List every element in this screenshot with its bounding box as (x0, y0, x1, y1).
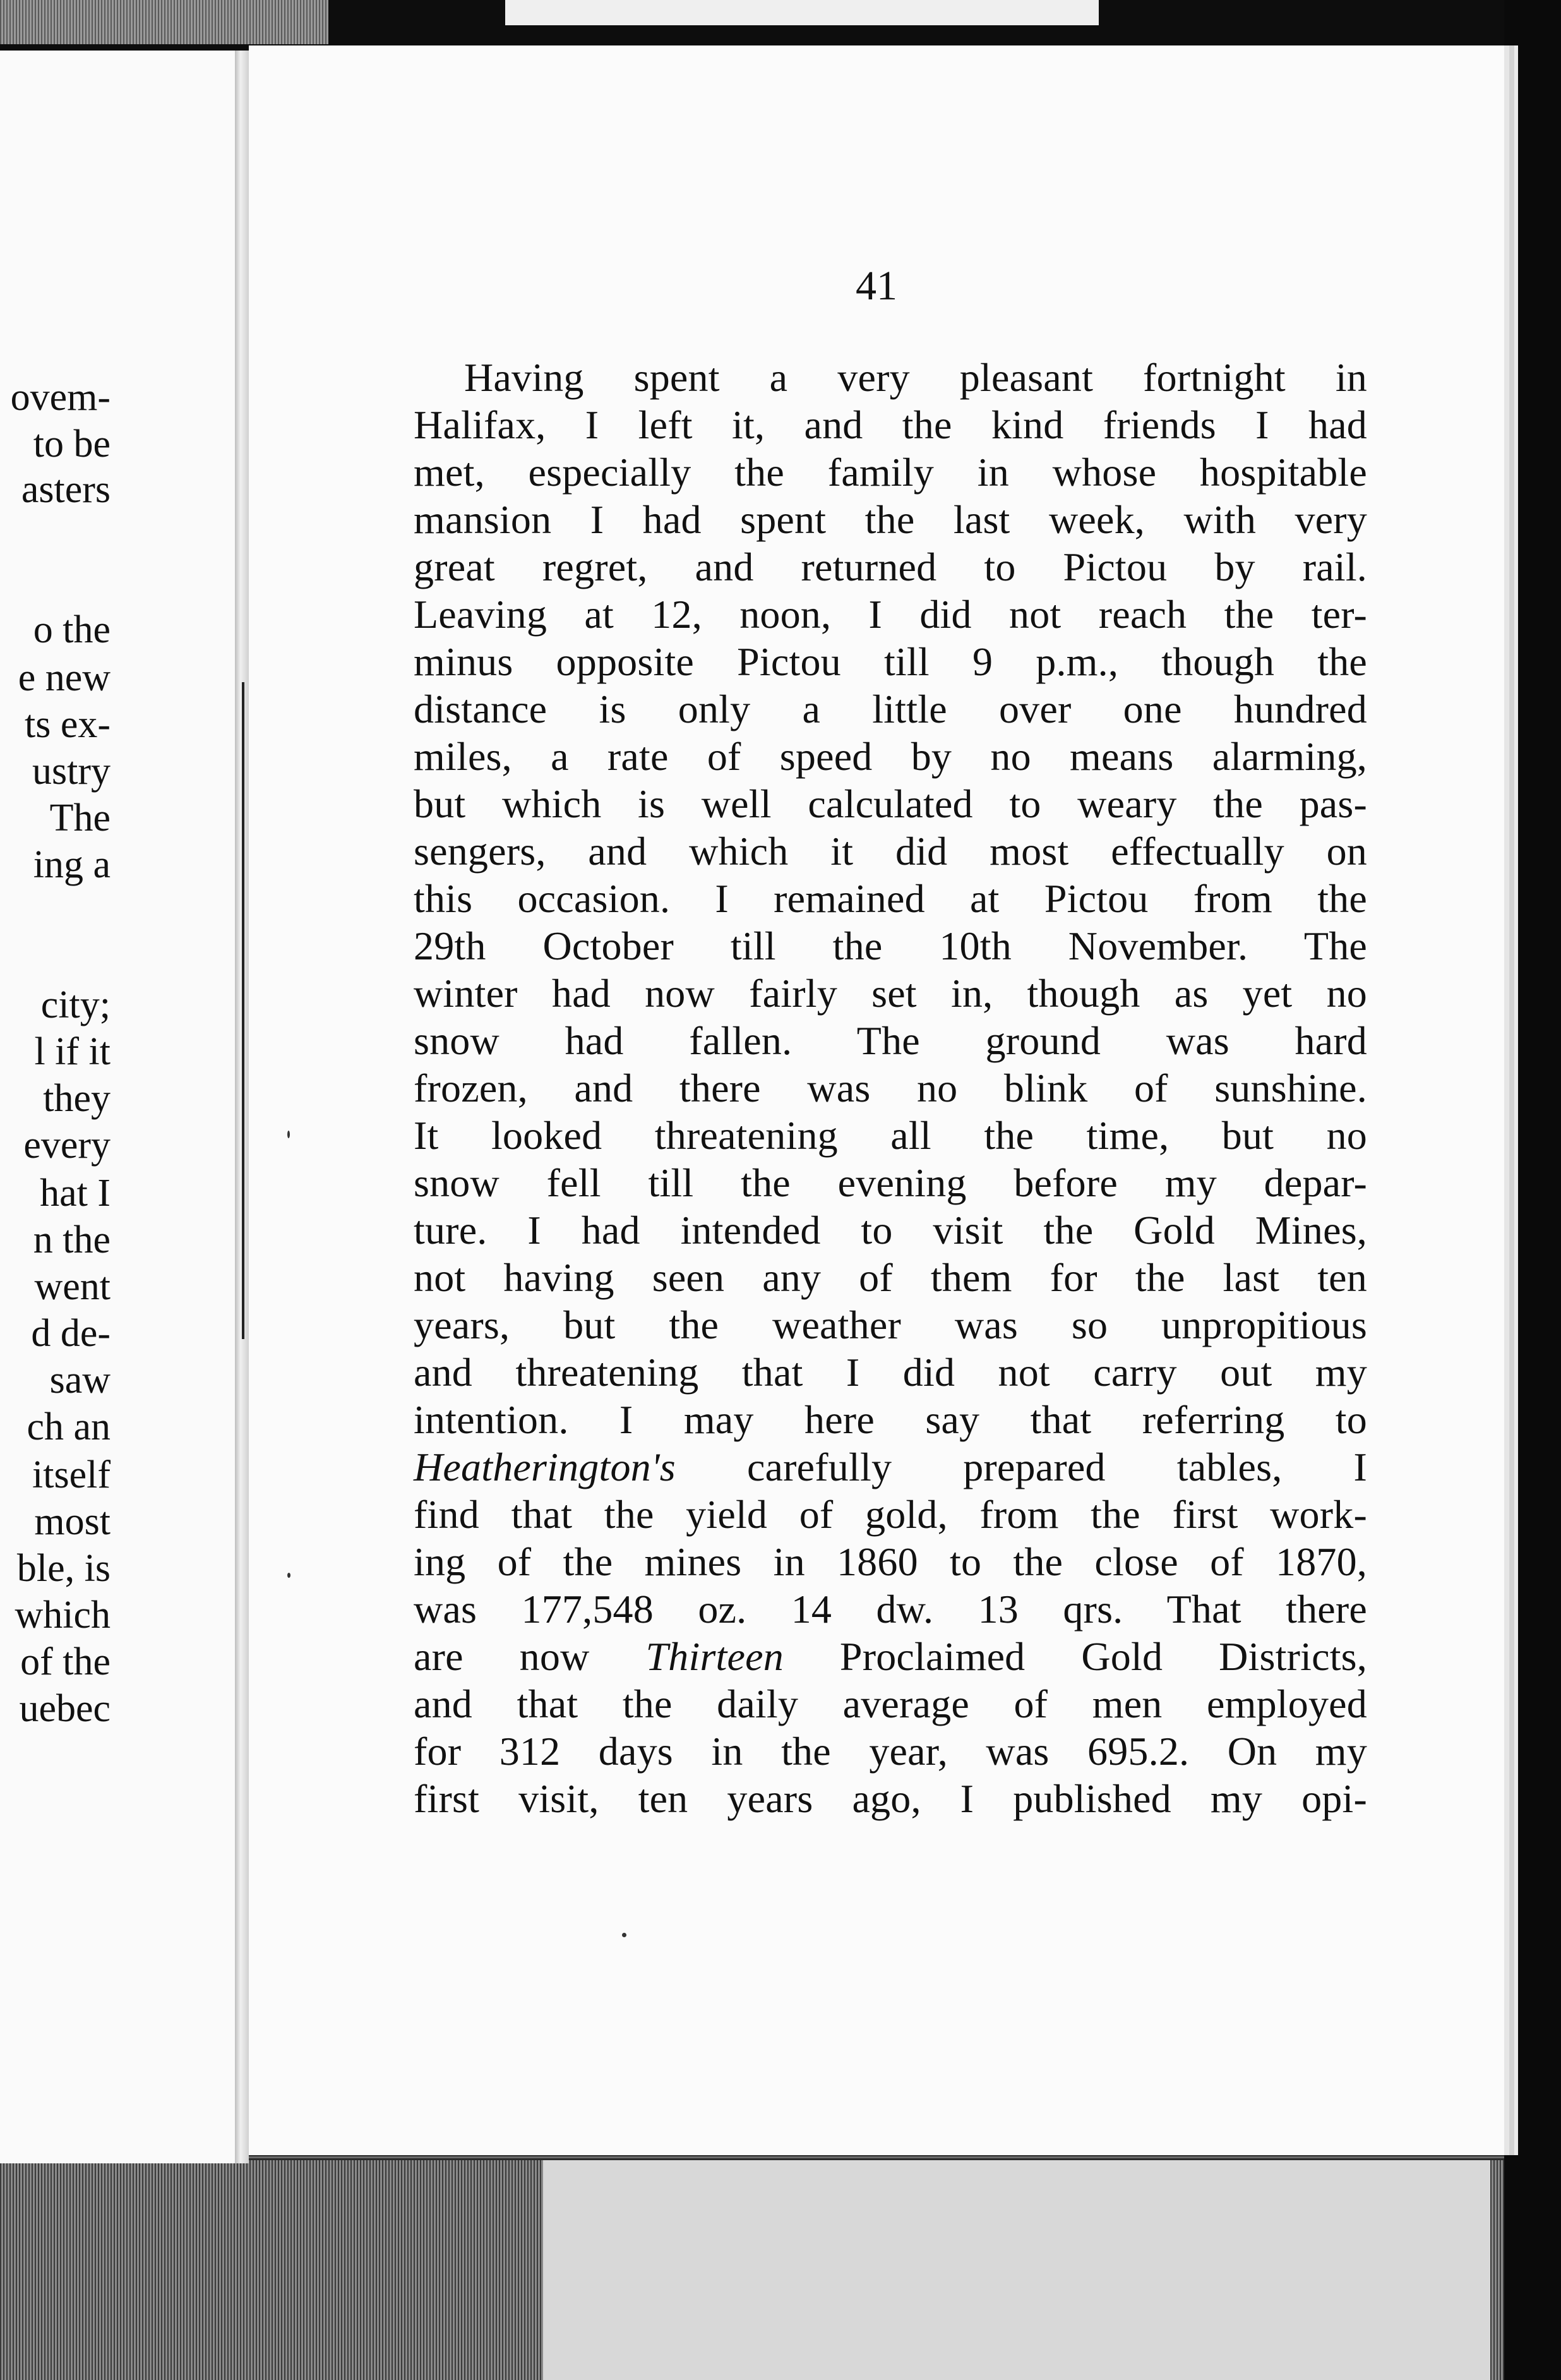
text-line: and that the daily average of men employed (414, 1681, 1367, 1726)
text-line: are now Thirteen Proclaimed Gold Districts, (414, 1634, 1367, 1679)
left-line: saw (49, 1359, 111, 1402)
binding-thread (242, 682, 244, 1339)
bottom-page-edge (543, 2160, 1490, 2380)
text-line: met, especially the family in whose hospitable (414, 450, 1367, 495)
text-line: snow fell till the evening before my depar- (414, 1160, 1367, 1205)
text-line: distance is only a little over one hundred (414, 687, 1367, 731)
left-line: The (49, 796, 111, 839)
top-scan-texture (0, 0, 328, 44)
text-line: but which is well calculated to weary the pas- (414, 781, 1367, 826)
left-line: of the (20, 1640, 111, 1683)
left-line: itself (32, 1453, 111, 1496)
text-line: Heatherington's carefully prepared tables, I (414, 1445, 1367, 1489)
text-line: for 312 days in the year, was 695.2. On my (414, 1729, 1367, 1774)
left-line: ble, is (16, 1547, 111, 1590)
text-line: intention. I may here say that referring to (414, 1397, 1367, 1442)
text-line: find that the yield of gold, from the first work- (414, 1492, 1367, 1537)
top-page-edge (505, 0, 1099, 25)
left-line: hat I (40, 1172, 111, 1215)
left-line: ts ex- (24, 703, 111, 746)
left-page (0, 51, 243, 2163)
text-line: great regret, and returned to Pictou by rail. (414, 544, 1367, 589)
left-line: to be (33, 423, 111, 466)
text-line: was 177,548 oz. 14 dw. 13 qrs. That there (414, 1587, 1367, 1632)
text-line: not having seen any of them for the last ten (414, 1255, 1367, 1300)
scan-speck (287, 1131, 290, 1138)
right-scan-edge (1504, 0, 1561, 2380)
left-line: most (34, 1500, 111, 1543)
text-line: ture. I had intended to visit the Gold Mines, (414, 1208, 1367, 1253)
text-line: miles, a rate of speed by no means alarming, (414, 734, 1367, 779)
left-line: ustry (32, 750, 111, 793)
text-line: Halifax, I left it, and the kind friends I had (414, 402, 1367, 447)
text-line: frozen, and there was no blink of sunshine. (414, 1066, 1367, 1110)
left-line: which (15, 1594, 111, 1637)
left-line: they (43, 1077, 111, 1120)
left-line: went (34, 1265, 111, 1308)
text-line: years, but the weather was so unpropitious (414, 1302, 1367, 1347)
italic-name: Heatherington's (414, 1445, 676, 1489)
text-line: and threatening that I did not carry out my (414, 1350, 1367, 1395)
left-line: every (23, 1124, 111, 1167)
scan-speck (287, 1573, 290, 1578)
italic-word: Thirteen (645, 1634, 784, 1679)
body-text (414, 354, 1367, 1822)
left-line: e new (18, 656, 111, 699)
left-line: ch an (27, 1405, 111, 1448)
left-line: asters (21, 468, 111, 511)
text-line: sengers, and which it did most effectually on (414, 829, 1367, 874)
left-line: uebec (19, 1687, 111, 1730)
text-line: Leaving at 12, noon, I did not reach the ter- (414, 592, 1367, 637)
text-line: It looked threatening all the time, but no (414, 1113, 1367, 1158)
text-line: mansion I had spent the last week, with very (414, 497, 1367, 542)
text-line: snow had fallen. The ground was hard (414, 1018, 1367, 1063)
text-line: first visit, ten years ago, I published my opi- (414, 1776, 1367, 1821)
text-line: Having spent a very pleasant fortnight in (464, 355, 1367, 400)
left-line: city; (40, 983, 111, 1026)
left-line: n the (33, 1218, 111, 1261)
text-line: 29th October till the 10th November. The (414, 923, 1367, 968)
left-line: ovem- (10, 376, 111, 419)
left-line: o the (33, 608, 111, 651)
scan-speck (622, 1933, 626, 1937)
text-line: minus opposite Pictou till 9 p.m., though the (414, 639, 1367, 684)
page-number: 41 (856, 263, 897, 309)
left-line: l if it (34, 1030, 111, 1073)
text-line: winter had now fairly set in, though as yet no (414, 971, 1367, 1016)
left-line: d de- (31, 1312, 111, 1355)
text-line: this occasion. I remained at Pictou from the (414, 876, 1367, 921)
left-line: ing a (33, 843, 111, 886)
text-line: ing of the mines in 1860 to the close of 1870, (414, 1539, 1367, 1584)
